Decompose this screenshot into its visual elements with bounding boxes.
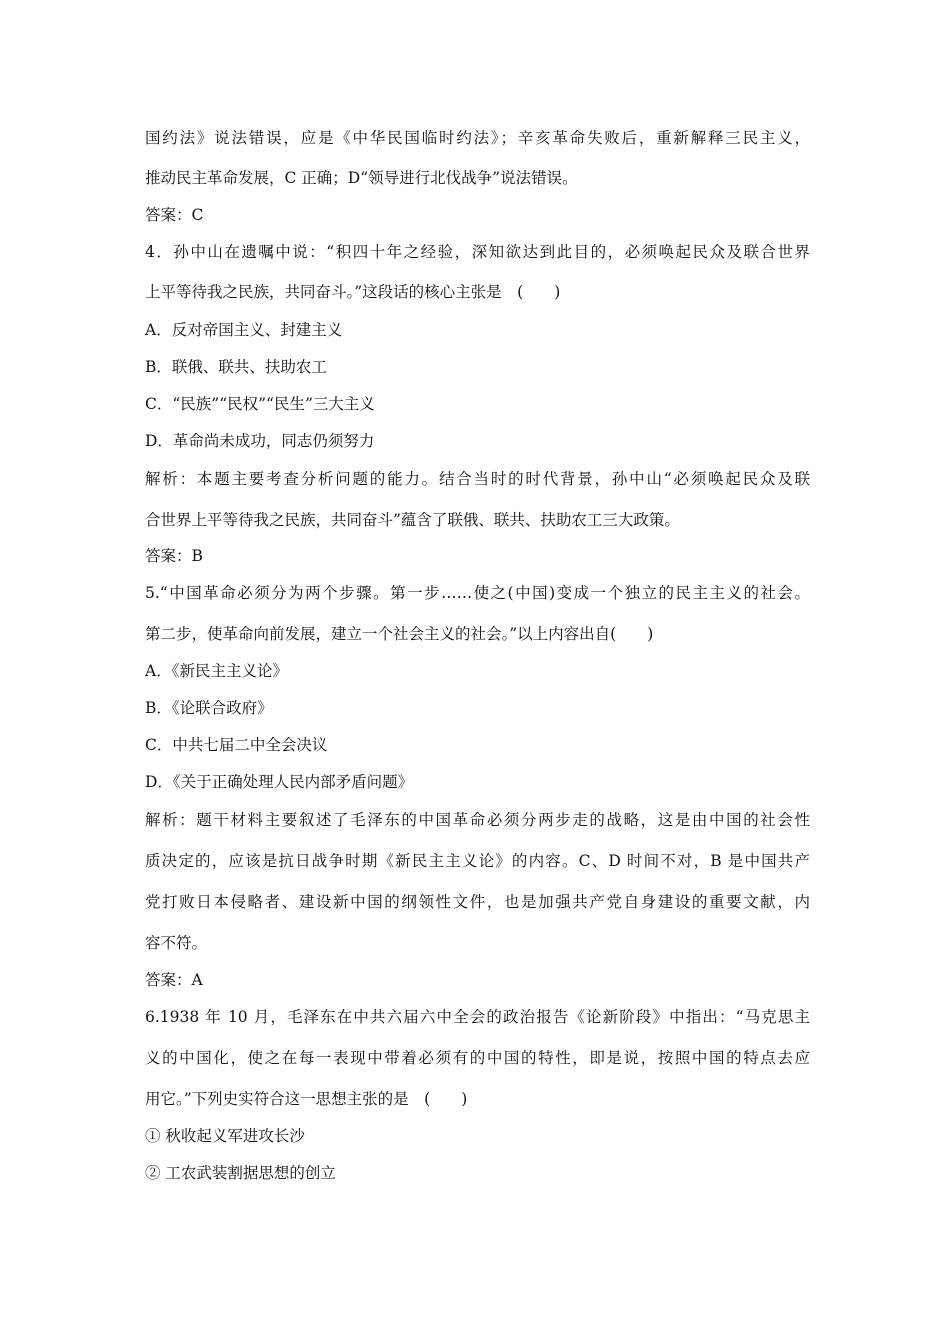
question-6-line-1: 6.1938 年 10 月，毛泽东在中共六届六中全会的政治报告《论新阶段》中指出：“马克思主 (145, 1008, 810, 1026)
answer-5: 答案：A (145, 971, 203, 989)
answer-4: 答案：B (145, 547, 203, 565)
question-5-option-a: A．《新民主主义论》 (145, 662, 288, 680)
question-6-item-2: ② 工农武装割据思想的创立 (145, 1164, 336, 1182)
question-5-line-1: 5.“中国革命必须分为两个步骤。第一步……使之(中国)变成一个独立的民主主义的社会。 (145, 584, 810, 602)
analysis-5-line-4: 容不符。 (145, 934, 208, 952)
analysis-5-line-3: 党打败日本侵略者、建设新中国的纲领性文件，也是加强共产党自身建设的重要文献，内 (145, 893, 810, 911)
analysis-4-line-2: 合世界上平等待我之民族，共同奋斗”蕴含了联俄、联共、扶助农工三大政策。 (145, 511, 680, 529)
question-5-option-d: D．《关于正确处理人民内部矛盾问题》 (145, 773, 414, 791)
question-6-line-2: 义的中国化，使之在每一表现中带着必须有的中国的特性，即是说，按照中国的特点去应 (145, 1049, 810, 1067)
question-4-option-a: A．反对帝国主义、封建主义 (145, 321, 343, 339)
question-4-option-b: B．联俄、联共、扶助农工 (145, 358, 327, 376)
answer-3: 答案：C (145, 206, 204, 224)
question-6-line-3: 用它。”下列史实符合这一思想主张的是 ( ) (145, 1090, 468, 1108)
analysis-5-line-1: 解析：题干材料主要叙述了毛泽东的中国革命必须分两步走的战略，这是由中国的社会性 (145, 811, 810, 829)
text-line-1: 国约法》说法错误，应是《中华民国临时约法》；辛亥革命失败后，重新解释三民主义， (145, 129, 810, 147)
question-4-option-d: D．革命尚未成功，同志仍须努力 (145, 432, 375, 450)
question-4-line-2: 上平等待我之民族，共同奋斗。”这段话的核心主张是 ( ) (145, 283, 561, 301)
question-4-line-1: 4．孙中山在遗嘱中说：“积四十年之经验，深知欲达到此目的，必须唤起民众及联合世界 (145, 243, 810, 261)
question-5-option-b: B．《论联合政府》 (145, 699, 273, 717)
question-5-line-2: 第二步，使革命向前发展，建立一个社会主义的社会。”以上内容出自( ) (145, 625, 654, 643)
question-4-option-c: C．“民族”“民权”“民生”三大主义 (145, 395, 375, 413)
text-line-2: 推动民主革命发展，C 正确；D“领导进行北伐战争”说法错误。 (145, 169, 578, 187)
question-6-item-1: ① 秋收起义军进攻长沙 (145, 1127, 305, 1145)
analysis-4-line-1: 解析：本题主要考查分析问题的能力。结合当时的时代背景，孙中山“必须唤起民众及联 (145, 470, 810, 488)
analysis-5-line-2: 质决定的，应该是抗日战争时期《新民主主义论》的内容。C、D 时间不对，B 是中国共产 (145, 852, 810, 870)
question-5-option-c: C．中共七届二中全会决议 (145, 736, 328, 754)
